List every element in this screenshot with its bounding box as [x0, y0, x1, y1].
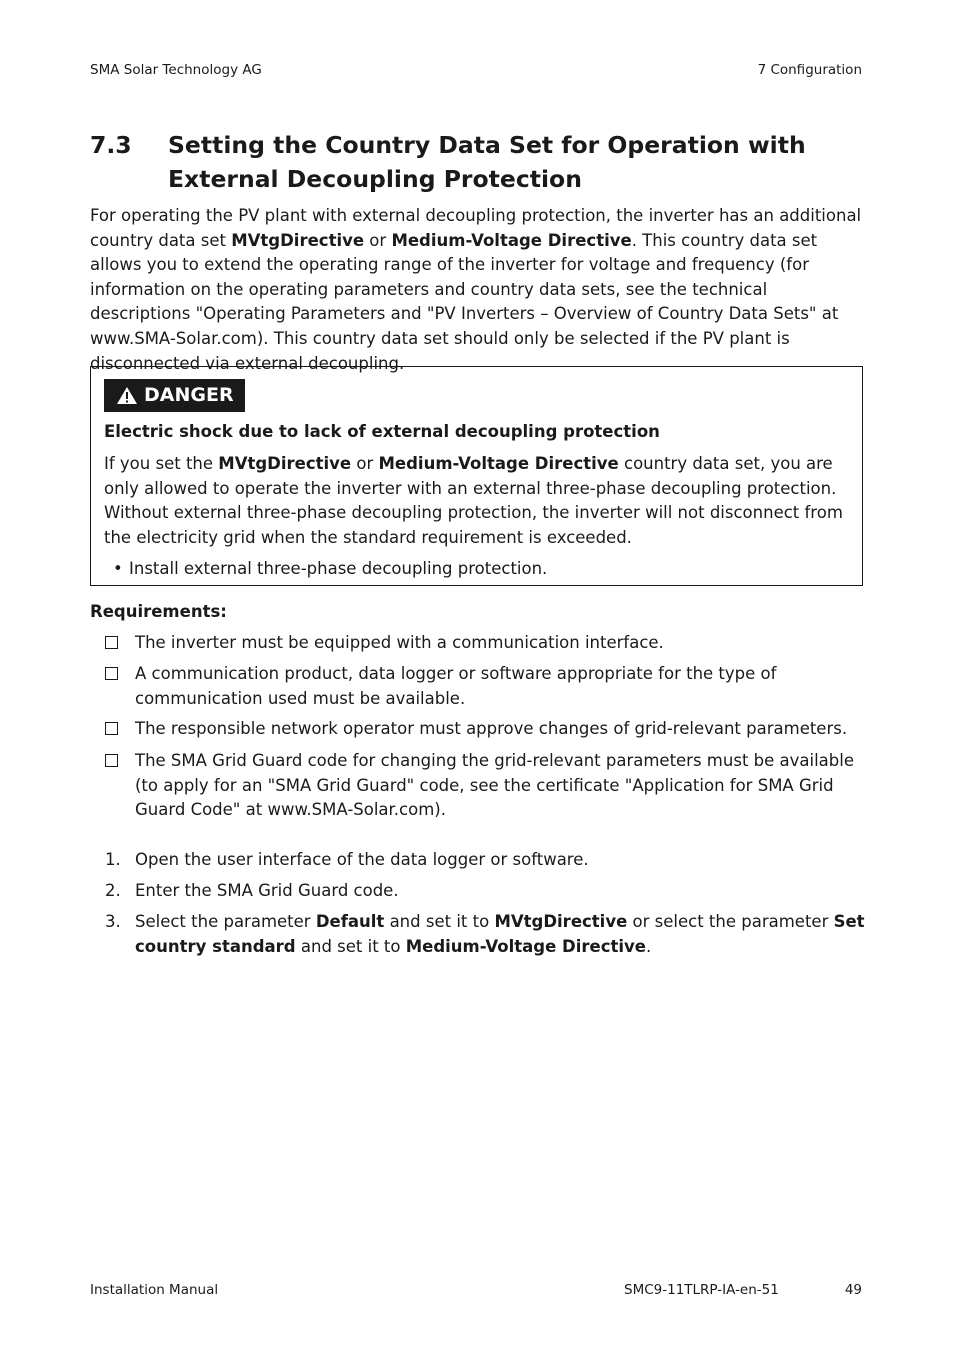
warning-triangle-icon [116, 386, 138, 405]
footer-page-number: 49 [844, 1282, 862, 1298]
section-number: 7.3 [90, 131, 132, 159]
bullet-icon: • [113, 559, 123, 578]
step-number: 3. [105, 912, 121, 931]
requirement-text: The inverter must be equipped with a communication interface. [135, 633, 664, 652]
footer-doc-id: SMC9-11TLRP-IA-en-51 [624, 1282, 779, 1298]
danger-text-2: or [351, 454, 379, 473]
requirement-text: A communication product, data logger or software appropriate for the type of communication used must be available. [135, 664, 777, 708]
step3-text-1: Select the parameter [135, 912, 316, 931]
footer-manual-type: Installation Manual [90, 1282, 219, 1298]
danger-bullet-item [113, 557, 547, 581]
danger-text [104, 452, 859, 550]
step-text [135, 910, 865, 959]
intro-text-2: or [364, 230, 392, 250]
requirement-item [105, 717, 865, 742]
danger-bullet-text: Install external three-phase decoupling protection. [129, 559, 548, 578]
step3-text-3: or select the parameter [627, 912, 834, 931]
step3-bold-4: Medium-Voltage Directive [405, 936, 646, 956]
step-3 [105, 910, 865, 959]
step3-text-2: and set it to [384, 912, 495, 931]
header-company: SMA Solar Technology AG [90, 62, 262, 78]
section-title [90, 128, 865, 196]
danger-box [90, 366, 863, 586]
step3-bold-2: MVtgDirective [494, 912, 628, 931]
header-chapter: 7 Configuration [757, 62, 862, 78]
checkbox-icon [105, 636, 118, 649]
danger-bold-1: MVtgDirective [218, 454, 352, 473]
requirement-item [105, 662, 865, 711]
requirement-item [105, 749, 865, 823]
step-text: Enter the SMA Grid Guard code. [135, 881, 399, 900]
intro-text-1: For operating the PV plant with external decoupling protection, the inverter has an additional country data set [90, 206, 862, 250]
requirement-text: The responsible network operator must approve changes of grid-relevant parameters. [135, 719, 848, 738]
danger-heading: Electric shock due to lack of external decoupling protection [104, 422, 660, 441]
step3-bold-1: Default [315, 912, 385, 931]
checkbox-icon [105, 667, 118, 680]
intro-paragraph [90, 204, 864, 376]
danger-bold-2: Medium-Voltage Directive [378, 454, 619, 473]
step3-text-5: . [645, 936, 652, 956]
intro-bold-2: Medium-Voltage Directive [391, 230, 632, 250]
requirement-text: The SMA Grid Guard code for changing the grid-relevant parameters must be available (to apply for an "SMA Grid Guard" code, see the certificate "Application for SMA Grid Guard Code" at www.SMA-Solar.com). [135, 751, 854, 820]
danger-text-1: If you set the [104, 454, 219, 473]
danger-badge [104, 379, 245, 412]
intro-bold-1: MVtgDirective [231, 230, 365, 250]
intro-text-3: . This country data set allows you to extend the operating range of the inverter for voltage and frequency (for information on the operating parameters and country data sets, see the technical descriptions "Operating Parameters and "PV Inverters – Overview of Country Data Sets" at www.SMA-Solar.com). This country data set should only be selected if the PV plant is disconnected via external decoupling. [90, 230, 839, 373]
step3-text-4: and set it to [295, 936, 406, 956]
step-text: Open the user interface of the data logger or software. [135, 850, 589, 869]
step-number: 2. [105, 881, 121, 900]
checkbox-icon [105, 754, 118, 767]
step-2 [105, 879, 865, 904]
requirements-heading: Requirements: [90, 602, 227, 621]
danger-label: DANGER [144, 384, 234, 406]
step-1 [105, 848, 865, 873]
danger-text-3: country data set, you are only allowed to operate the inverter with an external three-phase decoupling protection. Without external three-phase decoupling protection, the inverter will not disconnect from the electricity grid when the standard requirement is exceeded. [104, 454, 843, 547]
step-number: 1. [105, 850, 121, 869]
section-heading: Setting the Country Data Set for Operation with External Decoupling Protection [168, 131, 806, 193]
requirement-item [105, 631, 865, 656]
checkbox-icon [105, 722, 118, 735]
step3-bold-3: Set country standard [135, 912, 865, 956]
